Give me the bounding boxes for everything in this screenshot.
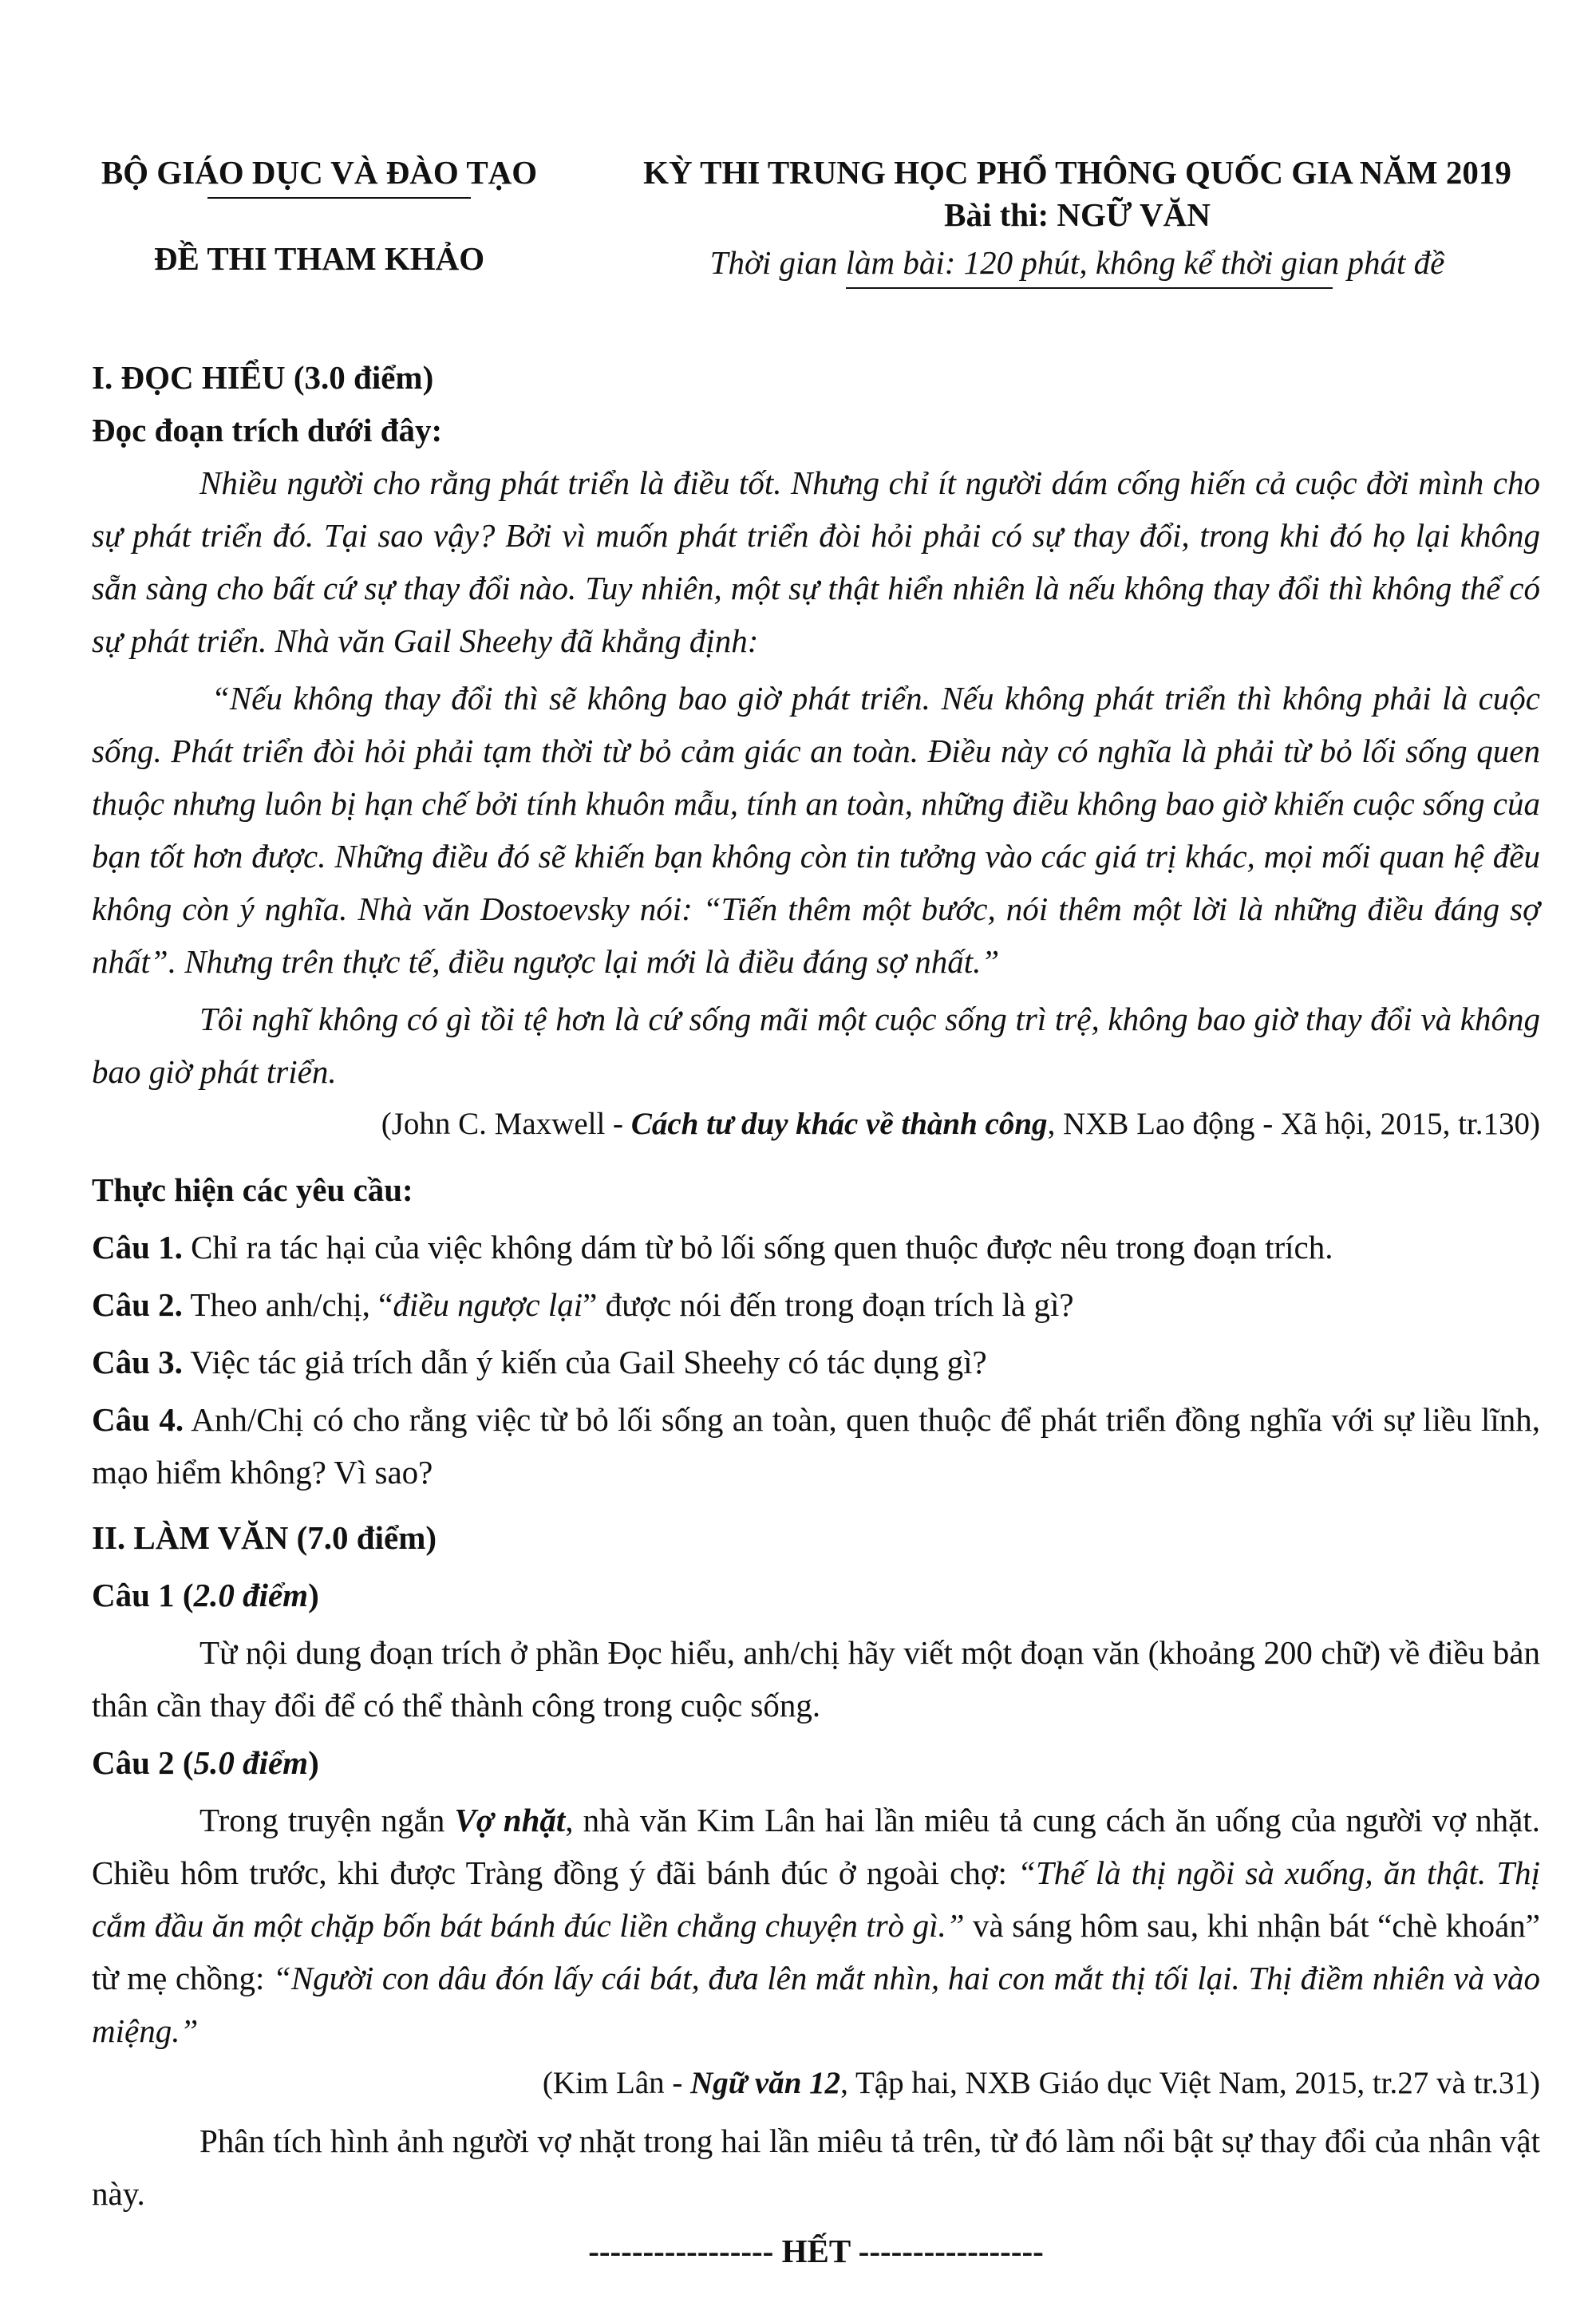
excerpt-quote: “Nếu không thay đổi thì sẽ không bao giờ phát triển. Nếu không phát triển thì không phải là cuộc sống. Phát triển đòi hỏi phải tạm thời từ bỏ cảm giác an toàn. Điều này có nghĩa là phải từ bỏ lối sống quen thuộc nhưng luôn bị hạn chế bởi tính khuôn mẫu, tính an toàn, những điều không bao giờ khiến cuộc sống của bạn tốt hơn được. Những điều đó sẽ khiến bạn không còn tin tưởng vào các giá trị khác, mọi mối quan hệ đều không còn ý nghĩa. Nhà văn Dostoevsky nói: “Tiến thêm một bước, nói thêm một lời là những điều đáng sợ nhất”. Nhưng trên thực tế, điều ngược lại mới là điều đáng sợ nhất.” xyxy=(92,680,1540,980)
end-marker: ----------------- HẾT ----------------- xyxy=(588,2233,1044,2269)
ministry-underline xyxy=(207,197,471,199)
section2-title: II. LÀM VĂN (7.0 điểm) xyxy=(92,1519,437,1556)
essay1-prompt: Từ nội dung đoạn trích ở phần Đọc hiểu, anh/chị hãy viết một đoạn văn (khoảng 200 chữ) về điều bản thân cần thay đổi để có thể thành công trong cuộc sống. xyxy=(92,1634,1540,1724)
exam-body xyxy=(92,351,1540,2277)
question-4: Câu 4. Anh/Chị có cho rằng việc từ bỏ lối sống an toàn, quen thuộc để phát triển đồng nghĩa với sự liều lĩnh, mạo hiểm không? Vì sao? xyxy=(92,1401,1540,1491)
question-3: Câu 3. Việc tác giả trích dẫn ý kiến của Gail Sheehy có tác dụng gì? xyxy=(92,1344,987,1380)
section1-instruction: Đọc đoạn trích dưới đây: xyxy=(92,412,443,448)
essay1-label: Câu 1 (2.0 điểm) xyxy=(92,1577,319,1613)
excerpt-source: (John C. Maxwell - Cách tư duy khác về thành công, NXB Lao động - Xã hội, 2015, tr.130) xyxy=(381,1107,1540,1141)
ministry-name: BỘ GIÁO DỤC VÀ ĐÀO TẠO xyxy=(101,154,538,191)
question-2: Câu 2. Theo anh/chị, “điều ngược lại” được nói đến trong đoạn trích là gì? xyxy=(92,1286,1074,1323)
excerpt-para1: Nhiều người cho rằng phát triển là điều tốt. Nhưng chỉ ít người dám cống hiến cả cuộc đời mình cho sự phát triển đó. Tại sao vậy? Bởi vì muốn phát triển đòi hỏi phải có sự thay đổi, trong khi đó họ lại không sẵn sàng cho bất cứ sự thay đổi nào. Tuy nhiên, một sự thật hiển nhiên là nếu không thay đổi thì không thể có sự phát triển. Nhà văn Gail Sheehy đã khẳng định: xyxy=(92,464,1540,659)
essay2-task: Phân tích hình ảnh người vợ nhặt trong hai lần miêu tả trên, từ đó làm nổi bật sự thay đổi của nhân vật này. xyxy=(92,2123,1540,2212)
essay2-source: (Kim Lân - Ngữ văn 12, Tập hai, NXB Giáo dục Việt Nam, 2015, tr.27 và tr.31) xyxy=(542,2066,1540,2100)
exam-title: KỲ THI TRUNG HỌC PHỔ THÔNG QUỐC GIA NĂM 2019 xyxy=(643,154,1511,191)
essay2-context: Trong truyện ngắn Vợ nhặt, nhà văn Kim Lân hai lần miêu tả cung cách ăn uống của người vợ nhặt. Chiều hôm trước, khi được Tràng đồng ý đãi bánh đúc ở ngoài chợ: “Thế là thị ngồi sà xuống, ăn thật. Thị cắm đầu ăn một chặp bốn bát bánh đúc liền chẳng chuyện trò gì.” và sáng hôm sau, khi nhận bát “chè khoán” từ mẹ chồng: “Người con dâu đón lấy cái bát, đưa lên mắt nhìn, hai con mắt thị tối lại. Thị điềm nhiên và vào miệng.” xyxy=(92,1802,1541,2049)
question-1: Câu 1. Chỉ ra tác hại của việc không dám từ bỏ lối sống quen thuộc được nêu trong đoạn trích. xyxy=(92,1229,1333,1266)
section1-title: I. ĐỌC HIỂU (3.0 điểm) xyxy=(92,359,434,396)
time-underline xyxy=(846,287,1333,289)
tasks-title: Thực hiện các yêu cầu: xyxy=(92,1171,413,1208)
exam-subject: Bài thi: NGỮ VĂN xyxy=(944,196,1211,233)
excerpt-para2: Tôi nghĩ không có gì tồi tệ hơn là cứ sống mãi một cuộc sống trì trệ, không bao giờ thay đổi và không bao giờ phát triển. xyxy=(92,1001,1540,1090)
exam-type: ĐỀ THI THAM KHẢO xyxy=(153,240,485,277)
exam-time: Thời gian làm bài: 120 phút, không kể thời gian phát đề xyxy=(709,244,1445,281)
essay2-label: Câu 2 (5.0 điểm) xyxy=(92,1744,319,1781)
